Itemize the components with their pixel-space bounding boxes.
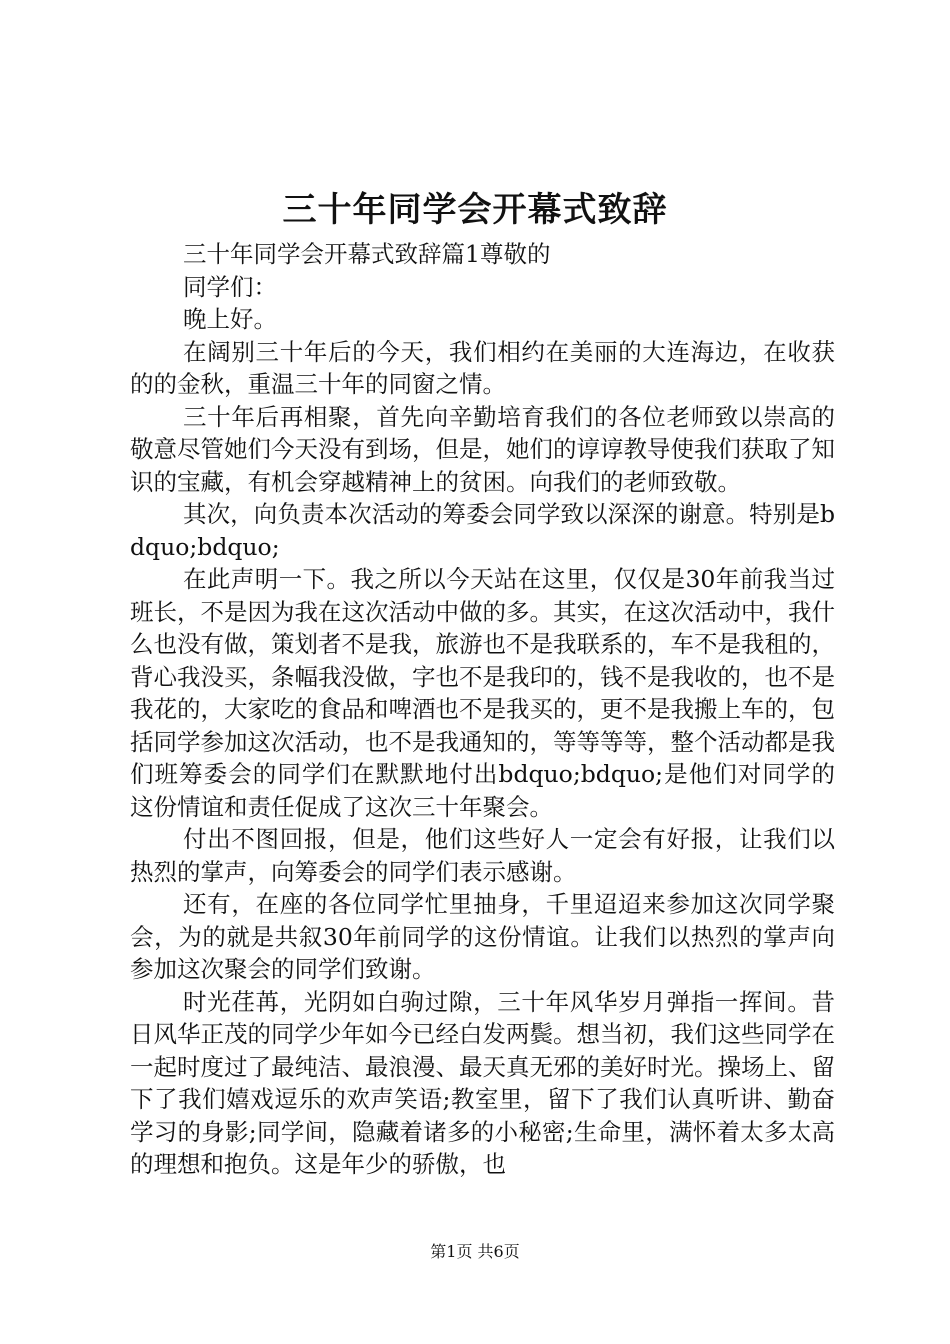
page-title: 三十年同学会开幕式致辞 <box>282 190 668 230</box>
paragraph-10: 时光荏苒，光阴如白驹过隙，三十年风华岁月弹指一挥间。昔日风华正茂的同学少年如今已经白发两鬓。想当初，我们这些同学在一起时度过了最纯洁、最浪漫、最天真无邪的美好时光。操场上、留下了我们嬉戏逗乐的欢声笑语;教室里，留下了我们认真听讲、勤奋学习的身影;同学间，隐藏着诸多的小秘密;生命里，满怀着太多太高的理想和抱负。这是年少的骄傲，也 <box>130 987 835 1178</box>
paragraph-1: 三十年同学会开幕式致辞篇1尊敬的 <box>183 240 551 268</box>
paragraph-7: 在此声明一下。我之所以今天站在这里，仅仅是30年前我当过班长，不是因为我在这次活动中做的多。其实，在这次活动中，我什么也没有做，策划者不是我，旅游也不是我联系的，车不是我租的，背心我没买，条幅我没做，字也不是我印的，钱不是我收的，也不是我花的，大家吃的食品和啤酒也不是我买的，更不是我搬上车的，包括同学参加这次活动，也不是我通知的，等等等等，整个活动都是我们班筹委会的同学们在默默地付出bdquo;bdquo;是他们对同学的这份情谊和责任促成了这次三十年聚会。 <box>130 565 835 821</box>
paragraph-4: 在阔别三十年后的今天，我们相约在美丽的大连海边，在收获的的金秋，重温三十年的同窗之情。 <box>130 337 835 398</box>
paragraph-9: 还有，在座的各位同学忙里抽身，千里迢迢来参加这次同学聚会，为的就是共叙30年前同学的这份情谊。让我们以热烈的掌声向参加这次聚会的同学们致谢。 <box>130 890 835 983</box>
document-body <box>130 238 835 1181</box>
paragraph-8: 付出不图回报，但是，他们这些好人一定会有好报，让我们以热烈的掌声，向筹委会的同学们表示感谢。 <box>130 825 835 886</box>
paragraph-6: 其次，向负责本次活动的筹委会同学致以深深的谢意。特别是bdquo;bdquo; <box>130 500 835 561</box>
paragraph-3: 晚上好。 <box>183 305 277 333</box>
page-footer: 第1页 共6页 <box>430 1242 520 1261</box>
paragraph-2: 同学们： <box>183 272 277 301</box>
paragraph-5: 三十年后再相聚，首先向辛勤培育我们的各位老师致以崇高的敬意尽管她们今天没有到场，但是，她们的谆谆教导使我们获取了知识的宝藏，有机会穿越精神上的贫困。向我们的老师致敬。 <box>130 402 835 496</box>
